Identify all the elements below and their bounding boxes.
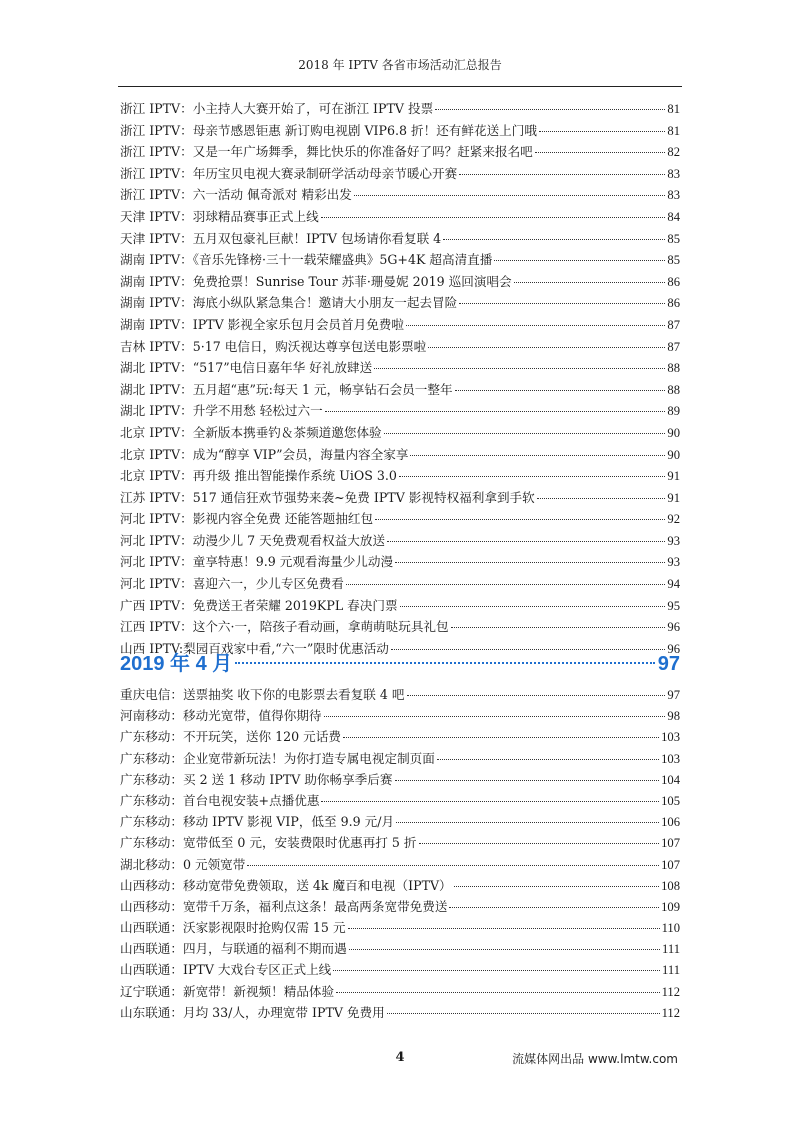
toc-entry[interactable]	[120, 444, 680, 466]
toc-entry-page: 84	[667, 209, 680, 224]
toc-entry-page: 95	[667, 598, 680, 613]
toc-entry-page: 88	[667, 361, 680, 376]
toc-entry-page: 97	[667, 688, 680, 702]
toc-entry[interactable]	[120, 551, 680, 573]
toc-entry-label: 河北 IPTV：动漫少儿 7 天免费观看权益大放送	[120, 532, 386, 548]
toc-entry-label: 广东移动：企业宽带新玩法！为你打造专属电视定制页面	[120, 750, 435, 766]
section-heading-page: 97	[657, 653, 680, 675]
dot-leader	[333, 970, 660, 971]
toc-entry[interactable]	[120, 271, 680, 293]
dot-leader	[375, 519, 665, 520]
dot-leader	[399, 476, 666, 477]
toc-entry-page: 87	[667, 317, 680, 332]
dot-leader	[514, 282, 666, 283]
dot-leader	[451, 627, 666, 628]
dot-leader	[348, 928, 660, 929]
toc-entry[interactable]	[120, 875, 680, 896]
toc-entry-page: 86	[667, 296, 680, 311]
toc-entry-page: 111	[662, 942, 680, 957]
dot-leader	[374, 368, 665, 369]
toc-entry[interactable]	[120, 184, 680, 206]
toc-entry-label: 山西联通：沃家影视限时抢购仅需 15 元	[120, 920, 346, 936]
toc-entry-page: 86	[667, 274, 680, 289]
page-number: 4	[395, 1050, 405, 1065]
toc-entry-label: 江苏 IPTV：517 通信狂欢节强势来袭~免费 IPTV 影视特权福利拿到手软	[120, 489, 535, 505]
footer-credit: 流媒体网出品 www.lmtw.com	[512, 1052, 678, 1066]
toc-entry-page: 85	[667, 231, 680, 246]
dot-leader	[321, 217, 666, 218]
dot-leader	[406, 325, 665, 326]
toc-entry-page: 108	[661, 878, 680, 893]
toc-entry-page: 112	[661, 984, 680, 999]
dot-leader	[354, 195, 666, 196]
dot-leader	[459, 174, 665, 175]
dot-leader	[407, 695, 666, 696]
toc-entry-page: 85	[667, 253, 680, 268]
toc-entry[interactable]	[120, 832, 680, 853]
toc-entry[interactable]	[120, 616, 680, 638]
toc-entry-page: 103	[661, 751, 680, 766]
page-header-title: 2018 年 IPTV 各省市场活动汇总报告	[298, 58, 502, 72]
toc-entry[interactable]	[120, 249, 680, 271]
toc-entry[interactable]	[120, 1002, 680, 1023]
toc-entry-page: 96	[667, 641, 680, 656]
toc-entry-label: 北京 IPTV：再升级 推出智能操作系统 UiOS 3.0	[120, 468, 397, 484]
toc-entry[interactable]	[120, 465, 680, 487]
toc-entry[interactable]	[120, 422, 680, 444]
toc-entry-page: 82	[667, 145, 680, 160]
dot-leader	[400, 606, 666, 607]
toc-entry[interactable]	[120, 400, 680, 422]
dot-leader	[346, 584, 666, 585]
dot-leader	[247, 865, 659, 866]
toc-entry[interactable]	[120, 811, 680, 832]
toc-entry-page: 89	[667, 404, 680, 419]
toc-entry-page: 105	[661, 793, 680, 808]
toc-entry-label: 浙江 IPTV：又是一年广场舞季，舞比快乐的你准备好了吗？赶紧来报名吧	[120, 144, 533, 160]
toc-entry-page: 91	[667, 490, 680, 505]
toc-entry-label: 浙江 IPTV：年历宝贝电视大赛录制研学活动母亲节暖心开赛	[120, 165, 458, 181]
dot-leader	[336, 992, 659, 993]
header-rule	[118, 86, 682, 87]
toc-entry-page: 81	[667, 102, 680, 116]
toc-entry-page: 87	[667, 339, 680, 354]
toc-section-heading[interactable]	[120, 650, 680, 678]
toc-entry-label: 山西移动：宽带千万条，福利点这条！最高两条宽带免费送	[120, 898, 448, 914]
dot-leader	[537, 498, 666, 499]
toc-entry-label: 北京 IPTV：成为“醇享 VIP”会员，海量内容全家享	[120, 446, 409, 462]
toc-entry-page: 93	[667, 533, 680, 548]
toc-entry-label: 重庆电信：送票抽奖 收下你的电影票去看复联 4 吧	[120, 687, 405, 702]
toc-list-2018	[120, 98, 680, 659]
toc-entry[interactable]	[120, 314, 680, 336]
toc-entry[interactable]	[120, 336, 680, 358]
toc-entry-page: 98	[667, 709, 680, 724]
toc-entry-label: 北京 IPTV：全新版本携垂钓＆茶频道邀您体验	[120, 424, 382, 440]
dot-leader	[410, 455, 665, 456]
toc-list-2019-04	[120, 684, 680, 1023]
dot-leader	[395, 780, 660, 781]
toc-entry[interactable]	[120, 98, 680, 120]
toc-entry[interactable]	[120, 684, 680, 705]
dot-leader	[324, 716, 666, 717]
dot-leader	[349, 949, 660, 950]
dot-leader	[387, 1013, 660, 1014]
toc-entry-label: 湖南 IPTV：免费抢票！Sunrise Tour 苏菲·珊曼妮 2019 巡回演唱会	[120, 273, 512, 289]
toc-entry-label: 天津 IPTV：五月双包豪礼巨献！IPTV 包场请你看复联 4	[120, 230, 442, 246]
toc-entry-page: 96	[667, 620, 680, 635]
dot-leader	[428, 347, 665, 348]
toc-entry[interactable]	[120, 573, 680, 595]
toc-entry-label: 吉林 IPTV：5·17 电信日，购沃视达尊享包送电影票啦	[120, 338, 427, 354]
toc-entry[interactable]	[120, 981, 680, 1002]
dot-leader	[321, 801, 659, 802]
toc-entry-label: 辽宁联通：新宽带！新视频！精品体验	[120, 983, 335, 999]
toc-entry[interactable]	[120, 206, 680, 228]
toc-entry-label: 浙江 IPTV：小主持人大赛开始了，可在浙江 IPTV 投票	[120, 101, 434, 116]
toc-entry-label: 湖北 IPTV：五月超“惠”玩:每天 1 元，畅享钻石会员一整年	[120, 381, 453, 397]
toc-entry[interactable]	[120, 487, 680, 509]
dot-leader	[435, 109, 665, 110]
dot-leader	[535, 152, 666, 153]
toc-entry-label: 江西 IPTV：这个六·一，陪孩子看动画，拿萌萌哒玩具礼包	[120, 619, 449, 635]
toc-entry[interactable]	[120, 228, 680, 250]
toc-entry-label: 广东移动：买 2 送 1 移动 IPTV 助你畅享季后赛	[120, 771, 393, 787]
toc-entry[interactable]	[120, 292, 680, 314]
toc-entry-label: 湖南 IPTV：IPTV 影视全家乐包月会员首月免费啦	[120, 316, 404, 332]
toc-entry-label: 广东移动：移动 IPTV 影视 VIP，低至 9.9 元/月	[120, 814, 395, 830]
toc-entry-label: 湖北 IPTV：升学不用愁 轻松过六一	[120, 403, 323, 419]
toc-entry-page: 109	[661, 899, 680, 914]
toc-entry-page: 103	[661, 730, 680, 745]
toc-entry-page: 107	[661, 857, 680, 872]
toc-entry[interactable]	[120, 357, 680, 379]
toc-entry-page: 90	[667, 447, 680, 462]
dot-leader	[494, 260, 665, 261]
toc-entry-page: 106	[661, 815, 680, 830]
toc-entry-label: 浙江 IPTV：母亲节感恩钜惠 新订购电视剧 VIP6.8 折！还有鲜花送上门哦	[120, 122, 537, 138]
dot-leader	[387, 541, 665, 542]
toc-entry-page: 112	[661, 1005, 680, 1020]
dot-leader	[396, 822, 659, 823]
toc-entry[interactable]	[120, 530, 680, 552]
toc-entry[interactable]	[120, 790, 680, 811]
toc-entry[interactable]	[120, 141, 680, 163]
toc-entry-label: 山西移动：移动宽带免费领取，送 4k 魔百和电视（IPTV）	[120, 877, 452, 893]
toc-entry[interactable]	[120, 379, 680, 401]
toc-entry[interactable]	[120, 938, 680, 959]
toc-entry-page: 104	[661, 772, 680, 787]
toc-entry[interactable]	[120, 854, 680, 875]
toc-entry-label: 河南移动：移动光宽带，值得你期待	[120, 708, 322, 724]
dot-leader	[449, 907, 659, 908]
toc-entry[interactable]	[120, 917, 680, 938]
dot-leader	[539, 131, 665, 132]
toc-entry[interactable]	[120, 748, 680, 769]
toc-entry-page: 94	[667, 577, 680, 592]
dot-leader	[395, 562, 665, 563]
toc-entry[interactable]	[120, 896, 680, 917]
toc-entry-page: 90	[667, 425, 680, 440]
toc-entry-label: 湖南 IPTV：《音乐先锋榜·三十一载荣耀盛典》5G+4K 超高清直播	[120, 252, 493, 268]
toc-entry-label: 河北 IPTV：喜迎六一，少儿专区免费看	[120, 576, 344, 592]
toc-entry-page: 111	[662, 963, 680, 978]
toc-entry-label: 湖北 IPTV：“517”电信日嘉年华 好礼放肆送	[120, 360, 373, 376]
toc-entry[interactable]	[120, 959, 680, 980]
dot-leader	[437, 759, 659, 760]
dot-leader	[443, 239, 665, 240]
toc-entry-label: 河北 IPTV：影视内容全免费 还能答题抽红包	[120, 511, 374, 527]
toc-entry-page: 81	[667, 123, 680, 138]
toc-entry-page: 93	[667, 555, 680, 570]
toc-entry-label: 山西 IPTV:梨园百戏家中看,“六一”限时优惠活动	[120, 640, 389, 656]
toc-entry-label: 山东联通：月均 33/人，办理宽带 IPTV 免费用	[120, 1004, 385, 1020]
toc-entry-label: 广东移动：不开玩笑，送你 120 元话费	[120, 729, 341, 745]
toc-entry[interactable]	[120, 769, 680, 790]
toc-entry-label: 山西联通：IPTV 大戏台专区正式上线	[120, 962, 332, 978]
toc-entry-label: 天津 IPTV：羽球精品赛事正式上线	[120, 208, 319, 224]
dot-leader	[343, 737, 659, 738]
toc-entry[interactable]	[120, 705, 680, 726]
toc-entry-page: 91	[667, 469, 680, 484]
toc-entry-page: 83	[667, 166, 680, 181]
dot-leader	[454, 886, 659, 887]
dot-leader	[419, 843, 660, 844]
toc-entry-page: 107	[661, 836, 680, 851]
toc-entry-label: 浙江 IPTV：六一活动 佩奇派对 精彩出发	[120, 187, 352, 203]
dot-leader	[459, 303, 665, 304]
toc-entry-page: 83	[667, 188, 680, 203]
toc-entry-label: 湖北移动：0 元领宽带	[120, 856, 246, 872]
toc-entry-label: 广东移动：首台电视安装+点播优惠	[120, 792, 320, 808]
toc-entry-label: 湖南 IPTV：海底小纵队紧急集合！邀请大小朋友一起去冒险	[120, 295, 458, 311]
dot-leader	[384, 433, 666, 434]
toc-entry[interactable]	[120, 508, 680, 530]
toc-entry[interactable]	[120, 163, 680, 185]
toc-entry-page: 88	[667, 382, 680, 397]
toc-entry-label: 河北 IPTV：童享特惠！9.9 元观看海量少儿动漫	[120, 554, 394, 570]
toc-entry-page: 92	[667, 512, 680, 527]
dot-leader	[235, 662, 654, 664]
toc-entry[interactable]	[120, 726, 680, 747]
toc-entry-page: 110	[661, 921, 680, 936]
toc-entry-label: 广东移动：宽带低至 0 元，安装费限时优惠再打 5 折	[120, 835, 417, 851]
toc-entry-label: 山西联通：四月，与联通的福利不期而遇	[120, 941, 347, 957]
dot-leader	[455, 390, 666, 391]
toc-entry[interactable]	[120, 120, 680, 142]
toc-entry[interactable]	[120, 595, 680, 617]
section-heading-label: 2019 年 4 月	[120, 653, 233, 675]
dot-leader	[325, 411, 666, 412]
toc-entry-label: 广西 IPTV：免费送王者荣耀 2019KPL 春决门票	[120, 597, 398, 613]
